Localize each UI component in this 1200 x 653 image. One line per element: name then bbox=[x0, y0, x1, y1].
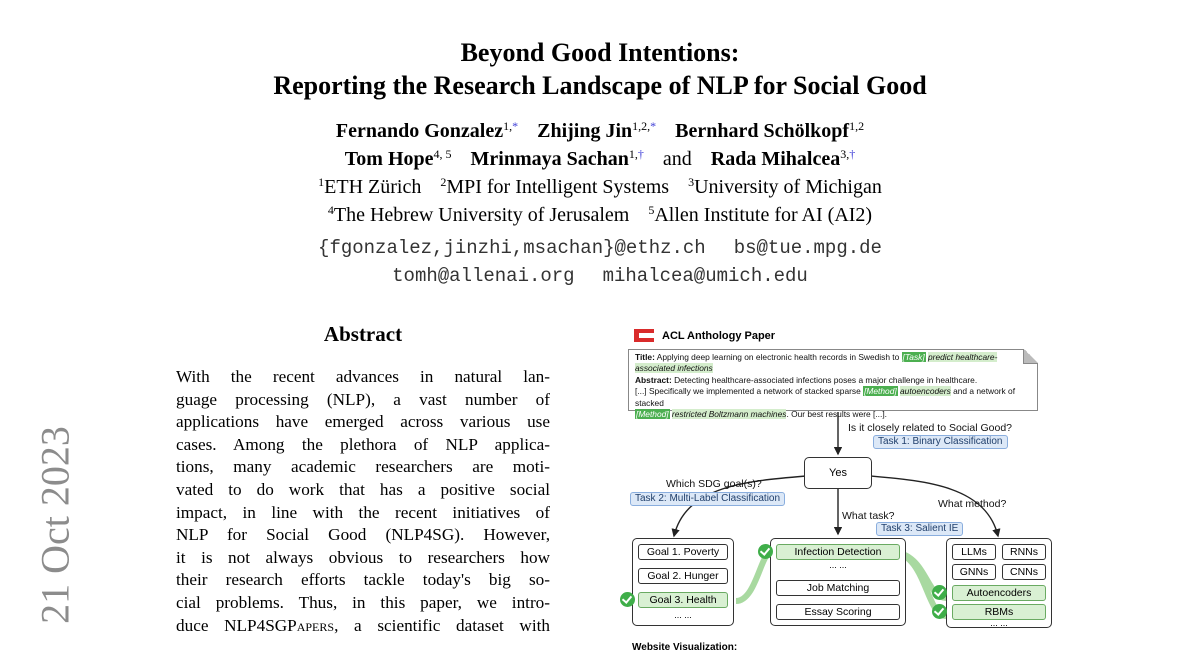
and-word: and bbox=[662, 148, 692, 170]
email-block bbox=[0, 234, 1200, 290]
affiliation-line-1: $^1$ETH Zürich $^2$MPI for Intelligent Systems $^3$University of Michigan bbox=[318, 175, 882, 198]
goals-ellipsis: ... ... bbox=[674, 610, 692, 620]
check-icon bbox=[932, 604, 947, 619]
abstract-line: tions, many academic researchers are moti- bbox=[176, 457, 550, 477]
affiliation: ETH Zürich bbox=[324, 176, 422, 198]
abstract-line: cial problems. Thus, in this paper, we intro- bbox=[176, 592, 550, 612]
abstract-line: their research efforts tackle today's big so- bbox=[176, 570, 550, 590]
method-cnns: CNNs bbox=[1002, 564, 1046, 580]
author-line-1: Fernando Gonzalez$^{1,*}$ Zhijing Jin$^{1,2,*}$ Bernhard Schölkopf$^{1,2}$ bbox=[335, 119, 865, 142]
page-fold-icon bbox=[1023, 349, 1038, 364]
task-essay-scoring: Essay Scoring bbox=[776, 604, 900, 620]
question-method: What method? bbox=[938, 498, 1007, 510]
abstract-heading: Abstract bbox=[323, 322, 403, 346]
check-icon bbox=[758, 544, 773, 559]
yes-node: Yes bbox=[804, 457, 872, 489]
task-2-label: Task 2: Multi-Label Classification bbox=[630, 492, 785, 506]
abstract-line: it is not always obvious to researchers how bbox=[176, 547, 550, 567]
abstract-line: NLP for Social Good (NLP4SG). However, bbox=[176, 525, 550, 545]
question-sdg: Which SDG goal(s)? bbox=[666, 478, 762, 490]
task-job-matching: Job Matching bbox=[776, 580, 900, 596]
goal-health: Goal 3. Health bbox=[638, 592, 728, 608]
author-name: Rada Mihalcea bbox=[710, 148, 841, 170]
affiliation: Allen Institute for AI (AI2) bbox=[654, 204, 873, 226]
affiliation: The Hebrew University of Jerusalem bbox=[333, 204, 630, 226]
abstract-line: duce NLP4SGPapers, a scientific dataset with bbox=[176, 615, 550, 635]
abstract-line: With the recent advances in natural lan- bbox=[176, 367, 550, 386]
check-icon bbox=[620, 592, 635, 607]
arxiv-date-watermark: 21 Oct 2023 bbox=[32, 426, 78, 624]
methods-ellipsis: ... ... bbox=[990, 618, 1008, 628]
pipeline-figure bbox=[626, 326, 1058, 653]
paper-title bbox=[0, 36, 1200, 102]
link-goal-task bbox=[736, 552, 771, 601]
task-infection-detection: Infection Detection bbox=[776, 544, 900, 560]
affiliation-line-2: $^4$The Hebrew University of Jerusalem $^5$Allen Institute for AI (AI2) bbox=[327, 203, 873, 226]
method-llms: LLMs bbox=[952, 544, 996, 560]
figure-header: ACL Anthology Paper bbox=[634, 329, 775, 342]
author-line-2: Tom Hope$^{4, 5}$ Mrinmaya Sachan$^{1,\dagger}$ and Rada Mihalcea$^{3,\dagger}$ bbox=[344, 147, 856, 170]
affiliation: MPI for Intelligent Systems bbox=[446, 176, 670, 198]
author-name: Fernando Gonzalez bbox=[335, 120, 504, 142]
acl-logo-icon bbox=[634, 329, 654, 342]
tasks-ellipsis: ... ... bbox=[829, 560, 847, 570]
method-rbms: RBMs bbox=[952, 604, 1046, 620]
abstract-line: cases. Among the plethora of NLP applica- bbox=[176, 434, 550, 454]
abstract-body bbox=[176, 366, 550, 637]
email: bs@tue.mpg.de bbox=[733, 237, 882, 259]
abstract-line: guage processing (NLP), a vast number of bbox=[176, 389, 550, 409]
method-rnns: RNNs bbox=[1002, 544, 1046, 560]
email: mihalcea@umich.edu bbox=[602, 265, 808, 287]
question-task: What task? bbox=[842, 510, 895, 522]
author-block bbox=[0, 117, 1200, 229]
author-name: Mrinmaya Sachan bbox=[470, 148, 629, 170]
goal-poverty: Goal 1. Poverty bbox=[638, 544, 728, 560]
abstract-line: vated to do work that has a positive social bbox=[176, 479, 550, 499]
title-line-1: Beyond Good Intentions: bbox=[460, 38, 740, 67]
paper-document-card: Title: Applying deep learning on electronic health records in Swedish to [Task] predict healthcare-associated infections Abstract: Detecting healthcare-associated infections poses a major challenge in healthcare. [...] Specifically we implemented a network of stacked sparse [Method] autoencoders and a network of stacked [Method] restricted Boltzmann machines. Our best results were [...]. bbox=[628, 349, 1038, 411]
method-autoencoders: Autoencoders bbox=[952, 585, 1046, 601]
author-name: Tom Hope bbox=[344, 148, 434, 170]
author-name: Bernhard Schölkopf bbox=[675, 120, 850, 142]
email: tomh@allenai.org bbox=[392, 265, 575, 287]
author-name: Zhijing Jin bbox=[537, 120, 633, 142]
affiliation: University of Michigan bbox=[694, 176, 882, 198]
question-social-good: Is it closely related to Social Good? bbox=[848, 422, 1013, 434]
task-1-label: Task 1: Binary Classification bbox=[873, 435, 1008, 449]
method-gnns: GNNs bbox=[952, 564, 996, 580]
website-visualization-label: Website Visualization: bbox=[632, 642, 738, 653]
abstract-line: applications have emerged across various use bbox=[176, 412, 550, 432]
email: {fgonzalez,jinzhi,msachan}@ethz.ch bbox=[318, 237, 706, 259]
check-icon bbox=[932, 585, 947, 600]
goal-hunger: Goal 2. Hunger bbox=[638, 568, 728, 584]
task-3-label: Task 3: Salient IE bbox=[876, 522, 963, 536]
title-line-2: Reporting the Research Landscape of NLP for Social Good bbox=[273, 71, 927, 100]
abstract-line: impact, in line with the recent initiatives of bbox=[176, 502, 550, 522]
